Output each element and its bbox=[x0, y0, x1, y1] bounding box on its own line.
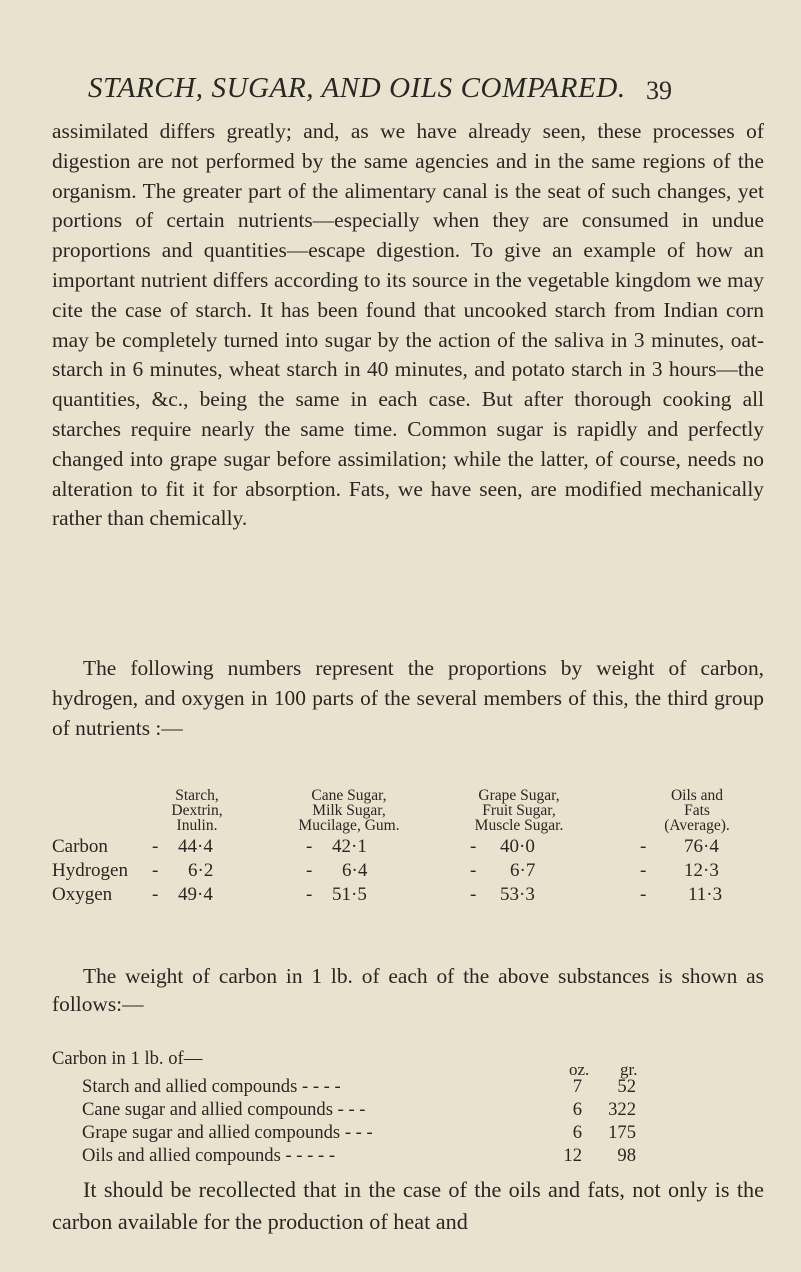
paragraph-4 bbox=[52, 1174, 764, 1238]
row-label: Starch and allied compounds - - - - bbox=[82, 1076, 341, 1097]
leader-dash: - bbox=[470, 860, 477, 881]
cell-gr: 175 bbox=[608, 1122, 636, 1143]
column-header-line: Muscle Sugar. bbox=[474, 817, 564, 834]
column-header-line: Milk Sugar, bbox=[312, 802, 386, 819]
paragraph-2-text: The following numbers represent the proportions by weight of carbon, hydrogen, and oxygen in 100 parts of the several members of this, the third group of nutrients :— bbox=[52, 656, 764, 740]
row-label: Cane sugar and allied compounds - - - bbox=[82, 1099, 366, 1120]
running-head: STARCH, SUGAR, AND OILS COMPARED. bbox=[88, 72, 626, 104]
table-cell: 12·3 bbox=[684, 860, 719, 881]
leader-dash: - bbox=[306, 836, 313, 857]
table-cell: 6·7 bbox=[510, 860, 536, 881]
row-label: Grape sugar and allied compounds - - - bbox=[82, 1122, 373, 1143]
cell-gr: 98 bbox=[617, 1145, 636, 1166]
leader-dash: - bbox=[306, 860, 313, 881]
paragraph-1 bbox=[52, 117, 764, 534]
cell-gr: 52 bbox=[617, 1076, 636, 1097]
cell-oz: 6 bbox=[572, 1122, 582, 1143]
row-label: Oxygen bbox=[52, 884, 113, 905]
column-header-starch bbox=[122, 788, 272, 833]
leader-dash: - bbox=[640, 884, 647, 905]
table-cell: 11·3 bbox=[688, 884, 723, 905]
table-cell: 51·5 bbox=[332, 884, 367, 905]
table-row bbox=[82, 1099, 732, 1123]
leader-dash: - bbox=[152, 860, 159, 881]
column-header-line: Mucilage, Gum. bbox=[298, 817, 400, 834]
column-header-line: Grape Sugar, bbox=[478, 787, 560, 804]
unit-gr: gr. bbox=[620, 1060, 638, 1079]
leader-dash: - bbox=[470, 884, 477, 905]
table-cell: 49·4 bbox=[178, 884, 213, 905]
column-header-grape-sugar bbox=[444, 788, 594, 833]
row-label: Hydrogen bbox=[52, 860, 128, 881]
column-header-cane-sugar bbox=[274, 788, 424, 833]
page-number: 39 bbox=[646, 76, 672, 105]
column-header-line: (Average). bbox=[664, 817, 730, 834]
paragraph-3-text: The weight of carbon in 1 lb. of each of the above substances is shown as follows:— bbox=[52, 964, 764, 1016]
column-header-line: Starch, bbox=[175, 787, 219, 804]
paragraph-2 bbox=[52, 654, 764, 743]
leader-dash: - bbox=[640, 860, 647, 881]
table-cell: 44·4 bbox=[178, 836, 213, 857]
leader-dash: - bbox=[152, 884, 159, 905]
cell-gr: 322 bbox=[608, 1099, 636, 1120]
cell-oz: 6 bbox=[572, 1099, 582, 1120]
paragraph-1-text: assimilated differs greatly; and, as we have already seen, these processes of digestion are not performed by the same agencies and in the same regions of the organism. The greater part of the alimentary canal is the seat of such changes, yet portions of certain nutrients—especially when they are consumed in undue proportions and quantities—escape digestion. To give an example of how an important nutrient differs according to its source in the vegetable kingdom we may cite the case of starch. It has been found that uncooked starch from Indian corn may be completely turned into sugar by the action of the saliva in 3 minutes, oat-starch in 6 minutes, wheat starch in 40 minutes, and potato starch in 3 hours—the quantities, &c., being the same in each case. But after thorough cooking all starches require nearly the same time. Common sugar is rapidly and perfectly changed into grape sugar before assimilation; while the latter, of course, needs no alteration to fit it for absorption. Fats, we have seen, are modified mechanically rather than chemically. bbox=[52, 119, 764, 531]
column-header-line: Dextrin, bbox=[171, 802, 223, 819]
row-label: Oils and allied compounds - - - - - bbox=[82, 1145, 336, 1166]
table-cell: 6·4 bbox=[342, 860, 368, 881]
leader-dash: - bbox=[306, 884, 313, 905]
cell-oz: 7 bbox=[572, 1076, 582, 1097]
column-header-line: Inulin. bbox=[176, 817, 218, 834]
carbon-table-title: Carbon in 1 lb. of— bbox=[52, 1048, 203, 1069]
leader-dash: - bbox=[152, 836, 159, 857]
column-header-line: Cane Sugar, bbox=[311, 787, 387, 804]
column-header-line: Oils and bbox=[670, 787, 724, 804]
table-row-oxygen bbox=[52, 884, 764, 908]
table-cell: 42·1 bbox=[332, 836, 367, 857]
paragraph-4-text: It should be recollected that in the case of the oils and fats, not only is the carbon available for the production of heat and bbox=[52, 1177, 764, 1234]
paragraph-3 bbox=[52, 962, 764, 1018]
column-header-oils bbox=[622, 788, 772, 833]
table-row bbox=[82, 1076, 732, 1100]
table-cell: 6·2 bbox=[188, 860, 214, 881]
table-row-hydrogen bbox=[52, 860, 764, 884]
table-cell: 76·4 bbox=[684, 836, 719, 857]
leader-dash: - bbox=[470, 836, 477, 857]
cell-oz: 12 bbox=[563, 1145, 582, 1166]
table-cell: 40·0 bbox=[500, 836, 535, 857]
row-label: Carbon bbox=[52, 836, 108, 857]
table-cell: 53·3 bbox=[500, 884, 535, 905]
leader-dash: - bbox=[640, 836, 647, 857]
table-row bbox=[82, 1122, 732, 1146]
column-header-line: Fats bbox=[684, 802, 710, 819]
table-row bbox=[82, 1145, 732, 1169]
unit-oz: oz. bbox=[569, 1060, 590, 1079]
column-header-line: Fruit Sugar, bbox=[482, 802, 556, 819]
table-row-carbon bbox=[52, 836, 764, 860]
